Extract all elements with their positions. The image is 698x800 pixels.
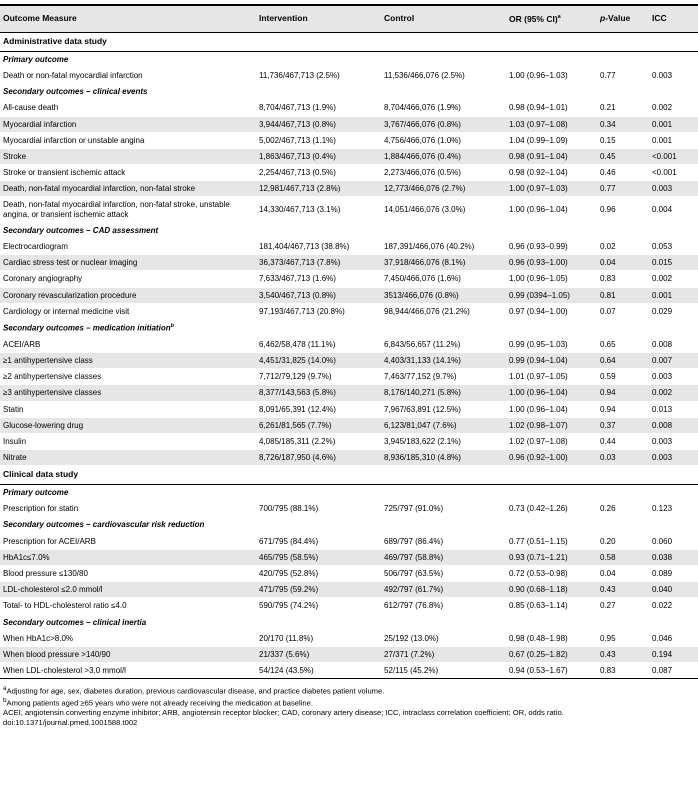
- header-pvalue-rest: -Value: [605, 13, 631, 24]
- or-cell: 1.00 (0.96–1.04): [506, 385, 597, 401]
- header-pvalue: [597, 5, 649, 33]
- table-row: [0, 352, 698, 368]
- icc-cell: 0.008: [649, 336, 698, 352]
- control-cell: 506/797 (63.5%): [381, 566, 506, 582]
- or-cell: 0.99 (0394–1.05): [506, 287, 597, 303]
- subheading-cad: Secondary outcomes – CAD assessment: [0, 222, 698, 238]
- intervention-cell: 36,373/467,713 (7.8%): [256, 255, 381, 271]
- footnote-a-text: Adjusting for age, sex, diabetes duration, previous cardiovascular disease, and practice diabetes patient volume.: [6, 686, 385, 696]
- outcome-cell: LDL-cholesterol ≤2.0 mmol/l: [0, 582, 256, 598]
- control-cell: 8,936/185,310 (4.8%): [381, 450, 506, 466]
- header-or: [506, 5, 597, 33]
- pvalue-cell: 0.26: [597, 501, 649, 517]
- table-row: [0, 501, 698, 517]
- icc-cell: 0.008: [649, 417, 698, 433]
- or-cell: 0.93 (0.71–1.21): [506, 549, 597, 565]
- subheading-medication-text: Secondary outcomes – medication initiation: [3, 323, 171, 333]
- outcome-cell: ≥2 antihypertensive classes: [0, 369, 256, 385]
- icc-cell: 0.003: [649, 67, 698, 83]
- table-row: [0, 549, 698, 565]
- section-row: [0, 466, 698, 485]
- table-row: [0, 100, 698, 116]
- intervention-cell: 3,944/467,713 (0.8%): [256, 116, 381, 132]
- outcome-cell: Insulin: [0, 433, 256, 449]
- intervention-cell: 465/795 (58.5%): [256, 549, 381, 565]
- outcome-cell: Statin: [0, 401, 256, 417]
- control-cell: 6,123/81,047 (7.6%): [381, 417, 506, 433]
- footnote-b-text: Among patients aged ≥65 years who were not already receiving the medication at baseline.: [6, 698, 313, 708]
- control-cell: 492/797 (61.7%): [381, 582, 506, 598]
- icc-cell: 0.002: [649, 385, 698, 401]
- intervention-cell: 11,736/467,713 (2.5%): [256, 67, 381, 83]
- intervention-cell: 2,254/467,713 (0.5%): [256, 165, 381, 181]
- icc-cell: <0.001: [649, 165, 698, 181]
- pvalue-cell: 0.94: [597, 401, 649, 417]
- table-row: [0, 303, 698, 319]
- control-cell: 4,756/466,076 (1.0%): [381, 132, 506, 148]
- outcome-cell: ≥3 antihypertensive classes: [0, 385, 256, 401]
- control-cell: 7,450/466,076 (1.6%): [381, 271, 506, 287]
- outcome-cell: Glucose-lowering drug: [0, 417, 256, 433]
- footnote-doi: doi:10.1371/journal.pmed.1001588.t002: [3, 718, 138, 728]
- control-cell: 12,773/466,076 (2.7%): [381, 181, 506, 197]
- control-cell: 469/797 (58.8%): [381, 549, 506, 565]
- outcome-cell: Myocardial infarction: [0, 116, 256, 132]
- outcome-cell: Myocardial infarction or unstable angina: [0, 132, 256, 148]
- icc-cell: 0.123: [649, 501, 698, 517]
- table-row: [0, 417, 698, 433]
- intervention-cell: 97,193/467,713 (20.8%): [256, 303, 381, 319]
- icc-cell: 0.013: [649, 401, 698, 417]
- outcome-cell: When HbA1c>8.0%: [0, 630, 256, 646]
- control-cell: 3,945/183,622 (2.1%): [381, 433, 506, 449]
- icc-cell: 0.046: [649, 630, 698, 646]
- footnote-marker-b: b: [170, 322, 174, 329]
- or-cell: 0.96 (0.92–1.00): [506, 450, 597, 466]
- pvalue-cell: 0.15: [597, 132, 649, 148]
- subheading-primary-clinical: Primary outcome: [0, 485, 698, 501]
- pvalue-cell: 0.04: [597, 255, 649, 271]
- intervention-cell: 7,712/79,129 (9.7%): [256, 369, 381, 385]
- outcome-cell: HbA1c≤7.0%: [0, 549, 256, 565]
- or-cell: 1.04 (0.99–1.09): [506, 132, 597, 148]
- table-row: [0, 271, 698, 287]
- control-cell: 52/115 (45.2%): [381, 663, 506, 679]
- pvalue-cell: 0.07: [597, 303, 649, 319]
- pvalue-cell: 0.83: [597, 271, 649, 287]
- pvalue-cell: 0.21: [597, 100, 649, 116]
- outcome-cell: Stroke or transient ischemic attack: [0, 165, 256, 181]
- icc-cell: 0.060: [649, 533, 698, 549]
- control-cell: 25/192 (13.0%): [381, 630, 506, 646]
- intervention-cell: 21/337 (5.6%): [256, 646, 381, 662]
- table-row: [0, 369, 698, 385]
- intervention-cell: 8,726/187,950 (4.6%): [256, 450, 381, 466]
- icc-cell: 0.194: [649, 646, 698, 662]
- outcome-cell: Prescription for ACEI/ARB: [0, 533, 256, 549]
- table-row: [0, 385, 698, 401]
- icc-cell: 0.007: [649, 352, 698, 368]
- or-cell: 0.99 (0.95–1.03): [506, 336, 597, 352]
- intervention-cell: 14,330/467,713 (3.1%): [256, 197, 381, 222]
- header-outcome: Outcome Measure: [0, 5, 256, 33]
- or-cell: 1.00 (0.97–1.03): [506, 181, 597, 197]
- icc-cell: 0.004: [649, 197, 698, 222]
- control-cell: 3513/466,076 (0.8%): [381, 287, 506, 303]
- or-cell: 1.02 (0.97–1.08): [506, 433, 597, 449]
- pvalue-cell: 0.46: [597, 165, 649, 181]
- subheading-cv-risk: Secondary outcomes – cardiovascular risk reduction: [0, 517, 698, 533]
- table-row: [0, 450, 698, 466]
- table-row: [0, 336, 698, 352]
- or-cell: 0.96 (0.93–0.99): [506, 239, 597, 255]
- header-pvalue-p: p: [600, 13, 606, 24]
- control-cell: 8,176/140,271 (5.8%): [381, 385, 506, 401]
- outcome-cell: ≥1 antihypertensive class: [0, 352, 256, 368]
- or-cell: 1.00 (0.96–1.04): [506, 401, 597, 417]
- table-row: [0, 566, 698, 582]
- control-cell: 6,843/56,657 (11.2%): [381, 336, 506, 352]
- outcome-cell: Death, non-fatal myocardial infarction, non-fatal stroke, unstable angina, or transient ischemic attack: [0, 197, 256, 222]
- control-cell: 187,391/466,076 (40.2%): [381, 239, 506, 255]
- table-row: [0, 598, 698, 614]
- table-row: [0, 630, 698, 646]
- or-cell: 0.99 (0.94–1.04): [506, 352, 597, 368]
- or-cell: 0.72 (0.53–0.98): [506, 566, 597, 582]
- icc-cell: 0.089: [649, 566, 698, 582]
- table-row: [0, 67, 698, 83]
- table-row: [0, 401, 698, 417]
- pvalue-cell: 0.77: [597, 181, 649, 197]
- footnote-marker-a: a: [557, 13, 561, 20]
- subheading-row: [0, 51, 698, 67]
- footnote-a-marker: a: [3, 685, 7, 693]
- control-cell: 4,403/31,133 (14.1%): [381, 352, 506, 368]
- pvalue-cell: 0.43: [597, 582, 649, 598]
- header-icc: ICC: [649, 5, 698, 33]
- or-cell: 0.77 (0.51–1.15): [506, 533, 597, 549]
- outcome-cell: ACEI/ARB: [0, 336, 256, 352]
- table-row: [0, 181, 698, 197]
- subheading-inertia: Secondary outcomes – clinical inertia: [0, 614, 698, 630]
- subheading-row: [0, 84, 698, 100]
- table-body: [0, 33, 698, 679]
- intervention-cell: 8,091/65,391 (12.4%): [256, 401, 381, 417]
- header-row: [0, 5, 698, 33]
- or-cell: 1.02 (0.98–1.07): [506, 417, 597, 433]
- outcome-cell: Electrocardiogram: [0, 239, 256, 255]
- outcome-cell: When LDL-cholesterol >3.0 mmol/l: [0, 663, 256, 679]
- or-cell: 0.73 (0.42–1.26): [506, 501, 597, 517]
- or-cell: 0.85 (0.63–1.14): [506, 598, 597, 614]
- intervention-cell: 471/795 (59.2%): [256, 582, 381, 598]
- table-row: [0, 239, 698, 255]
- pvalue-cell: 0.04: [597, 566, 649, 582]
- outcome-cell: Nitrate: [0, 450, 256, 466]
- pvalue-cell: 0.58: [597, 549, 649, 565]
- table-row: [0, 287, 698, 303]
- pvalue-cell: 0.03: [597, 450, 649, 466]
- icc-cell: 0.038: [649, 549, 698, 565]
- or-cell: 0.97 (0.94–1.00): [506, 303, 597, 319]
- outcome-cell: Total- to HDL-cholesterol ratio ≤4.0: [0, 598, 256, 614]
- or-cell: 0.94 (0.53–1.67): [506, 663, 597, 679]
- intervention-cell: 4,085/185,311 (2.2%): [256, 433, 381, 449]
- intervention-cell: 54/124 (43.5%): [256, 663, 381, 679]
- pvalue-cell: 0.20: [597, 533, 649, 549]
- control-cell: 3,767/466,076 (0.8%): [381, 116, 506, 132]
- subheading-primary-admin: Primary outcome: [0, 51, 698, 67]
- icc-cell: 0.001: [649, 132, 698, 148]
- subheading-row: [0, 517, 698, 533]
- outcomes-table: [0, 4, 698, 679]
- outcome-cell: Cardiology or internal medicine visit: [0, 303, 256, 319]
- intervention-cell: 5,002/467,713 (1.1%): [256, 132, 381, 148]
- icc-cell: 0.003: [649, 433, 698, 449]
- section-title-admin: Administrative data study: [0, 33, 698, 52]
- pvalue-cell: 0.65: [597, 336, 649, 352]
- icc-cell: 0.003: [649, 369, 698, 385]
- table-row: [0, 582, 698, 598]
- pvalue-cell: 0.77: [597, 67, 649, 83]
- control-cell: 37,918/466,076 (8.1%): [381, 255, 506, 271]
- section-title-clinical: Clinical data study: [0, 466, 698, 485]
- intervention-cell: 671/795 (84.4%): [256, 533, 381, 549]
- subheading-row: [0, 222, 698, 238]
- or-cell: 0.98 (0.48–1.98): [506, 630, 597, 646]
- pvalue-cell: 0.34: [597, 116, 649, 132]
- or-cell: 1.00 (0.96–1.03): [506, 67, 597, 83]
- subheading-row: [0, 319, 698, 336]
- pvalue-cell: 0.37: [597, 417, 649, 433]
- or-cell: 0.90 (0.68–1.18): [506, 582, 597, 598]
- icc-cell: 0.001: [649, 287, 698, 303]
- or-cell: 1.03 (0.97–1.08): [506, 116, 597, 132]
- intervention-cell: 8,377/143,563 (5.8%): [256, 385, 381, 401]
- icc-cell: 0.029: [649, 303, 698, 319]
- intervention-cell: 700/795 (88.1%): [256, 501, 381, 517]
- icc-cell: 0.001: [649, 116, 698, 132]
- subheading-row: [0, 614, 698, 630]
- table-row: [0, 663, 698, 679]
- pvalue-cell: 0.27: [597, 598, 649, 614]
- icc-cell: 0.040: [649, 582, 698, 598]
- subheading-medication: [0, 319, 698, 336]
- outcome-cell: Death, non-fatal myocardial infarction, non-fatal stroke: [0, 181, 256, 197]
- icc-cell: 0.002: [649, 100, 698, 116]
- table-row: [0, 433, 698, 449]
- intervention-cell: 20/170 (11.8%): [256, 630, 381, 646]
- control-cell: 14,051/466,076 (3.0%): [381, 197, 506, 222]
- table-row: [0, 533, 698, 549]
- subheading-clinical-events: Secondary outcomes – clinical events: [0, 84, 698, 100]
- intervention-cell: 590/795 (74.2%): [256, 598, 381, 614]
- footnote-b: [3, 697, 698, 709]
- header-intervention: Intervention: [256, 5, 381, 33]
- control-cell: 98,944/466,076 (21.2%): [381, 303, 506, 319]
- pvalue-cell: 0.96: [597, 197, 649, 222]
- pvalue-cell: 0.43: [597, 646, 649, 662]
- pvalue-cell: 0.94: [597, 385, 649, 401]
- subheading-row: [0, 485, 698, 501]
- control-cell: 7,463/77,152 (9.7%): [381, 369, 506, 385]
- icc-cell: 0.015: [649, 255, 698, 271]
- table-row: [0, 148, 698, 164]
- or-cell: 1.01 (0.97–1.05): [506, 369, 597, 385]
- or-cell: 0.98 (0.91–1.04): [506, 148, 597, 164]
- control-cell: 8,704/466,076 (1.9%): [381, 100, 506, 116]
- outcome-cell: Stroke: [0, 148, 256, 164]
- intervention-cell: 7,633/467,713 (1.6%): [256, 271, 381, 287]
- footnote-a: [3, 685, 698, 697]
- table-row: [0, 132, 698, 148]
- table-row: [0, 197, 698, 222]
- pvalue-cell: 0.02: [597, 239, 649, 255]
- outcome-cell: Death or non-fatal myocardial infarction: [0, 67, 256, 83]
- outcome-cell: Cardiac stress test or nuclear imaging: [0, 255, 256, 271]
- icc-cell: 0.022: [649, 598, 698, 614]
- control-cell: 689/797 (86.4%): [381, 533, 506, 549]
- control-cell: 2,273/466,076 (0.5%): [381, 165, 506, 181]
- header-control: Control: [381, 5, 506, 33]
- icc-cell: 0.087: [649, 663, 698, 679]
- header-or-text: OR (95% CI): [509, 13, 558, 24]
- pvalue-cell: 0.64: [597, 352, 649, 368]
- intervention-cell: 4,451/31,825 (14.0%): [256, 352, 381, 368]
- outcome-cell: Coronary angiography: [0, 271, 256, 287]
- intervention-cell: 3,540/467,713 (0.8%): [256, 287, 381, 303]
- control-cell: 612/797 (76.8%): [381, 598, 506, 614]
- section-row: [0, 33, 698, 52]
- control-cell: 1,884/466,076 (0.4%): [381, 148, 506, 164]
- intervention-cell: 420/795 (52.8%): [256, 566, 381, 582]
- or-cell: 0.67 (0.25–1.82): [506, 646, 597, 662]
- intervention-cell: 6,261/81,565 (7.7%): [256, 417, 381, 433]
- table-row: [0, 165, 698, 181]
- icc-cell: 0.003: [649, 181, 698, 197]
- or-cell: 0.98 (0.92–1.04): [506, 165, 597, 181]
- footnote-abbreviations: ACEI, angiotensin converting enzyme inhibitor; ARB, angiotensin receptor blocker; CAD, coronary artery disease; ICC, intraclass correlation coefficient; OR, odds ratio.: [3, 708, 564, 718]
- control-cell: 11,536/466,076 (2.5%): [381, 67, 506, 83]
- or-cell: 0.98 (0.94–1.01): [506, 100, 597, 116]
- intervention-cell: 1,863/467,713 (0.4%): [256, 148, 381, 164]
- or-cell: 0.96 (0.93–1.00): [506, 255, 597, 271]
- outcome-cell: Coronary revascularization procedure: [0, 287, 256, 303]
- icc-cell: 0.002: [649, 271, 698, 287]
- control-cell: 7,967/63,891 (12.5%): [381, 401, 506, 417]
- table-row: [0, 255, 698, 271]
- intervention-cell: 8,704/467,713 (1.9%): [256, 100, 381, 116]
- icc-cell: 0.003: [649, 450, 698, 466]
- outcome-cell: All-cause death: [0, 100, 256, 116]
- or-cell: 1.00 (0.96–1.05): [506, 271, 597, 287]
- footnote-b-marker: b: [3, 696, 7, 704]
- outcome-cell: Blood pressure ≤130/80: [0, 566, 256, 582]
- outcome-cell: Prescription for statin: [0, 501, 256, 517]
- pvalue-cell: 0.95: [597, 630, 649, 646]
- table-row: [0, 116, 698, 132]
- intervention-cell: 12,981/467,713 (2.8%): [256, 181, 381, 197]
- control-cell: 27/371 (7.2%): [381, 646, 506, 662]
- intervention-cell: 181,404/467,713 (38.8%): [256, 239, 381, 255]
- pvalue-cell: 0.45: [597, 148, 649, 164]
- pvalue-cell: 0.81: [597, 287, 649, 303]
- intervention-cell: 6,462/58,478 (11.1%): [256, 336, 381, 352]
- pvalue-cell: 0.44: [597, 433, 649, 449]
- control-cell: 725/797 (91.0%): [381, 501, 506, 517]
- icc-cell: 0.053: [649, 239, 698, 255]
- pvalue-cell: 0.83: [597, 663, 649, 679]
- pvalue-cell: 0.59: [597, 369, 649, 385]
- outcome-cell: When blood pressure >140/90: [0, 646, 256, 662]
- or-cell: 1.00 (0.96–1.04): [506, 197, 597, 222]
- table-row: [0, 646, 698, 662]
- icc-cell: <0.001: [649, 148, 698, 164]
- table-footnotes: [0, 679, 698, 728]
